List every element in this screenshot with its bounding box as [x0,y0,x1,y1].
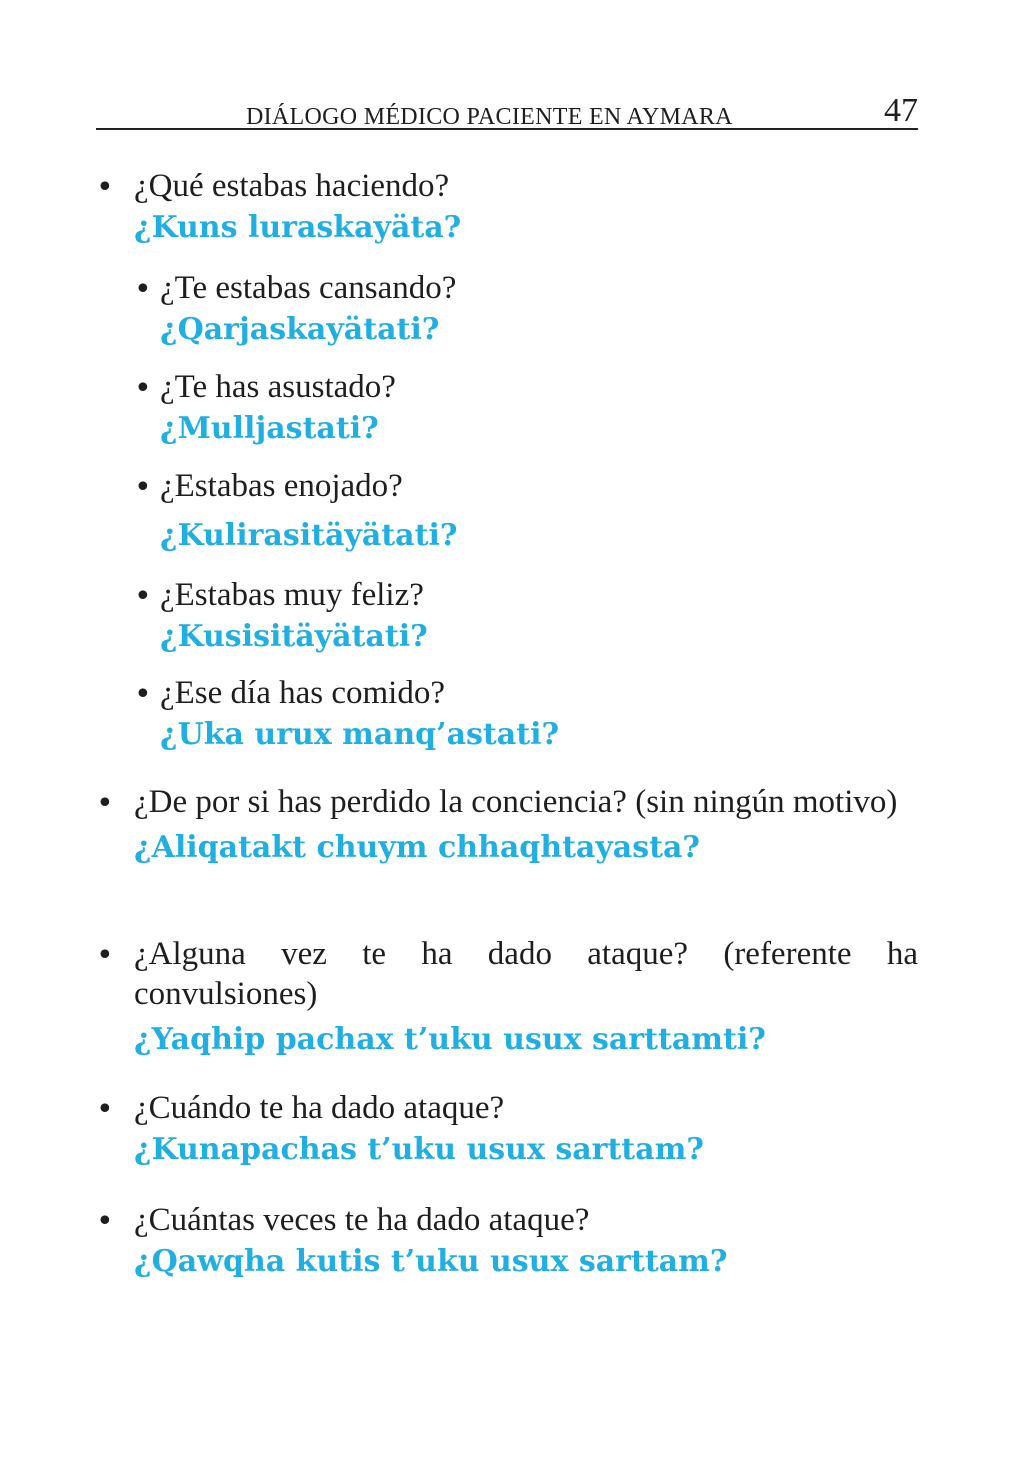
spanish-phrase: ¿Alguna vez te ha dado ataque? (referente ha convulsiones) [134,936,918,1012]
aymara-phrase: ¿Mulljastati? [160,411,379,446]
running-header [96,90,918,130]
bullet: • [96,1092,114,1127]
bullet: • [96,786,114,821]
bullet: • [96,1204,114,1239]
spanish-phrase: ¿Estabas enojado? [160,468,403,504]
spanish-phrase: ¿Te estabas cansando? [160,270,457,306]
aymara-phrase: ¿Kunapachas t’uku usux sarttam? [134,1132,704,1167]
header-title: DIÁLOGO MÉDICO PACIENTE EN AYMARA [246,104,733,130]
list-item [134,367,918,451]
aymara-phrase: ¿Kuns luraskayäta? [134,210,462,245]
spanish-phrase: ¿Qué estabas haciendo? [134,168,450,204]
spanish-phrase: ¿Te has asustado? [160,369,396,405]
aymara-phrase: ¿Aliqatakt chuym chhaqhtayasta? [134,830,701,865]
list-item [96,1088,918,1172]
list-item [96,166,918,250]
spanish-phrase: ¿Estabas muy feliz? [160,577,424,613]
spanish-phrase: ¿Ese día has comido? [160,675,445,711]
bullet: • [134,470,152,505]
aymara-phrase: ¿Kulirasitäyätati? [160,518,458,553]
list-item [134,575,918,659]
list-item [96,1200,918,1284]
list-item [96,782,918,870]
aymara-phrase: ¿Qarjaskayätati? [160,312,440,347]
bullet: • [134,677,152,712]
bullet: • [96,938,114,973]
aymara-phrase: ¿Kusisitäyätati? [160,619,428,654]
bullet: • [134,579,152,614]
aymara-phrase: ¿Yaqhip pachax t’uku usux sarttamti? [134,1022,766,1057]
bullet: • [134,272,152,307]
list-item [134,466,918,558]
page-number: 47 [884,92,918,129]
list-item [134,673,918,757]
aymara-phrase: ¿Qawqha kutis t’uku usux sarttam? [134,1244,728,1279]
bullet: • [134,371,152,406]
list-item [134,268,918,352]
bullet: • [96,170,114,205]
aymara-phrase: ¿Uka urux manq’astati? [160,717,560,752]
spanish-phrase: ¿Cuándo te ha dado ataque? [134,1090,505,1126]
spanish-phrase: ¿Cuántas veces te ha dado ataque? [134,1202,590,1238]
spanish-phrase: ¿De por si has perdido la conciencia? (sin ningún motivo) [134,784,898,820]
list-item [96,934,918,1062]
